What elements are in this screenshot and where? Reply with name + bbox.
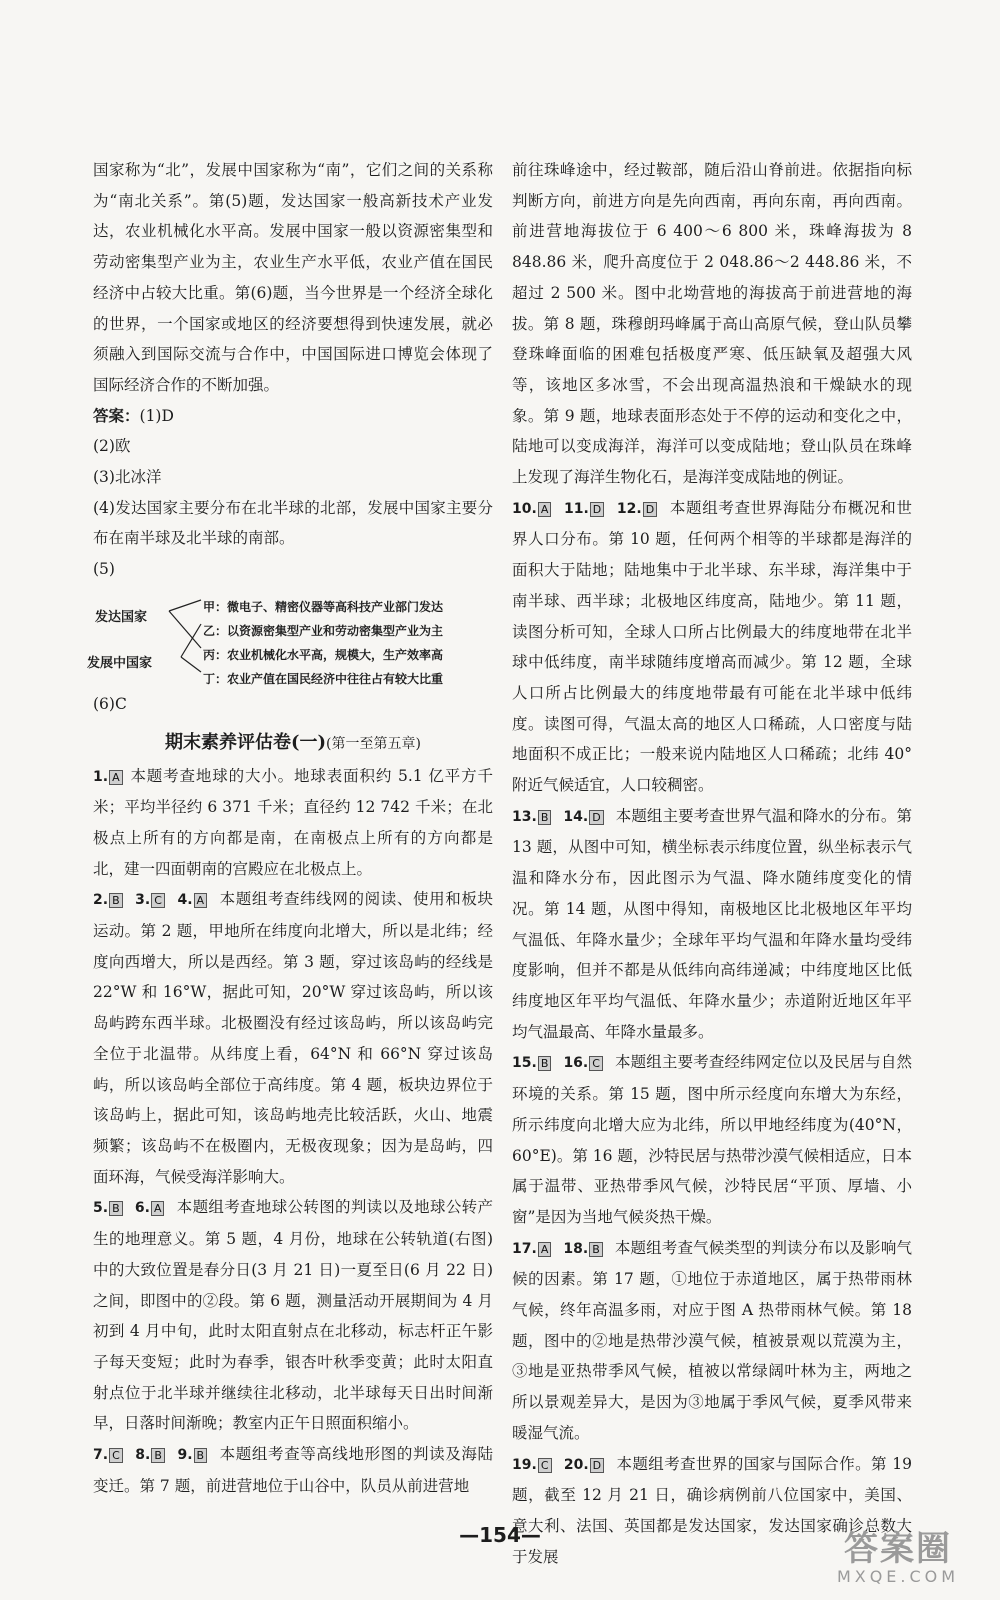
answer-tag: C xyxy=(151,893,165,908)
qnum: 12. xyxy=(616,500,642,517)
answer-tag: C xyxy=(109,1448,123,1463)
qnum: 10. xyxy=(512,500,537,517)
question-text: 本题组主要考查世界气温和降水的分布。第 13 题，从图中可知，横坐标表示纬度位置，纵坐标表示气温和降水分布，因此图示为气温、降水随纬度变化的情况。第 14 题，从图中得知，南极地区比北极地区年平均气温低、年降水量少；全球年平均气温和年降水量均受纬度影响，但并不都是从低纬向高纬递减；中纬度地区比低纬度地区年平均气温低、年降水量少；赤道附近地区年平均气温最高、年降水量最多。 xyxy=(512,806,912,1041)
qnum: 4. xyxy=(177,892,193,909)
qnum: 1. xyxy=(93,768,109,785)
qnum: 20. xyxy=(563,1456,589,1473)
answer-tag: C xyxy=(538,1458,552,1473)
answer-tag: D xyxy=(590,1458,604,1473)
answer-tag: B xyxy=(109,1201,123,1216)
diagram-item-bing: 丙：农业机械化水平高，规模大，生产效率高 xyxy=(203,647,444,662)
answer-tag: A xyxy=(109,770,123,785)
answer-5: (5) xyxy=(93,560,115,579)
qnum: 17. xyxy=(512,1240,537,1257)
answer-tag: B xyxy=(151,1448,165,1463)
qnum: 3. xyxy=(135,892,151,909)
question-text: 本题组考查气候类型的判读分布以及影响气候的因素。第 17 题，①地位于赤道地区，属于热带雨林气候，终年高温多雨，对应于图 A 热带雨林气候。第 18 题，图中的②地是热带沙漠气候，植被景观以荒漠为主，③地是亚热带季风气候，植被以常绿阔叶林为主，两地之所以景观差异大，是因为③地属于季风气候，夏季风带来暖湿气流。 xyxy=(512,1238,912,1442)
question-text: 本题考查地球的大小。地球表面积约 5.1 亿平方千米；平均半径约 6 371 千米；直径约 12 742 千米；在北极点上所有的方向都是南，在南极点上所有的方向都是北，建一四面朝南的宫殿应在北极点上。 xyxy=(93,766,493,878)
right-column xyxy=(512,155,912,1572)
connector-b4 xyxy=(181,657,201,672)
answer-1 xyxy=(93,401,493,432)
answer-tag: B xyxy=(194,1448,208,1463)
watermark-logo xyxy=(818,1530,978,1590)
page-number: —154— xyxy=(459,1523,541,1547)
answer-tag: D xyxy=(590,502,604,517)
answer-6: (6)C xyxy=(93,694,127,713)
answer-tag: A xyxy=(538,502,552,517)
answer-1-text: (1)D xyxy=(139,406,174,425)
qnum: 9. xyxy=(177,1447,193,1464)
connector-a1 xyxy=(169,600,201,611)
qnum: 6. xyxy=(134,1200,150,1217)
answer-tag: A xyxy=(194,893,208,908)
question-1 xyxy=(93,761,493,885)
answer-tag: D xyxy=(643,502,657,517)
question-15-16 xyxy=(512,1047,912,1232)
qnum: 5. xyxy=(93,1200,109,1217)
continued-paragraph: 前往珠峰途中，经过鞍部，随后沿山脊前进。依据指向标判断方向，前进方向是先向西南，再向东南，再向西南。前进营地海拔位于 6 400～6 800 米，珠峰海拔为 8 848.86 米，爬升高度位于 2 048.86～2 448.86 米，不超过 2 500 米。图中北坳营地的海拔高于前进营地的海拔。第 8 题，珠穆朗玛峰属于高山高原气候，登山队员攀登珠峰面临的困难包括极度严寒、低压缺氧及超强大风等，该地区多冰雪，不会出现高温热浪和干燥缺水的现象。第 9 题，地球表面形态处于不停的运动和变化之中，陆地可以变成海洋，海洋可以变成陆地；登山队员在珠峰上发现了海洋生物化石，是海洋变成陆地的例证。 xyxy=(512,161,912,487)
question-text: 本题组考查等高线地形图的判读及海陆变迁。第 7 题，前进营地位于山谷中，队员从前进营地 xyxy=(93,1445,493,1495)
watermark-bottom: MXQE.COM xyxy=(836,1567,960,1586)
section-subtitle: (第一至第五章) xyxy=(326,735,421,752)
answer-tag: A xyxy=(151,1201,165,1216)
answer-tag: D xyxy=(589,810,603,825)
answer-4: (4)发达国家主要分布在北半球的北部，发展中国家主要分布在南半球及北半球的南部。 xyxy=(93,498,493,548)
answer-label: 答案： xyxy=(93,405,140,425)
diagram-item-jia: 甲：微电子、精密仪器等高科技产业部门发达 xyxy=(203,599,444,614)
question-13-14 xyxy=(512,801,912,1048)
question-7-9 xyxy=(93,1439,493,1501)
question-text: 本题组主要考查经纬网定位以及民居与自然环境的关系。第 15 题，图中所示经度向东增大为东经，所示纬度向北增大应为北纬，所以甲地经纬度为(40°N，60°E)。第 16 题，沙特民居与热带沙漠气候相适应，日本属于温带、亚热带季风气候，沙特民居“平顶、厚墙、小窗”是因为当地气候炎热干燥。 xyxy=(512,1053,912,1226)
qnum: 14. xyxy=(563,808,589,825)
connector-a3 xyxy=(169,611,201,648)
answer-tag: B xyxy=(538,810,552,825)
answer-tag: C xyxy=(589,1056,603,1071)
country-diagram xyxy=(87,589,493,686)
answer-tag: B xyxy=(109,893,123,908)
qnum: 19. xyxy=(512,1456,537,1473)
section-title xyxy=(93,726,493,761)
answer-2: (2)欧 xyxy=(93,437,131,456)
question-text: 本题组考查世界的国家与国际合作。第 19 题，截至 12 月 21 日，确诊病例前八位国家中，美国、意大利、法国、英国都是发达国家，发达国家确诊总数大于发展 xyxy=(512,1454,912,1566)
question-text: 本题组考查世界海陆分布概况和世界人口分布。第 10 题，任何两个相等的半球都是海洋的面积大于陆地；陆地集中于北半球、东半球，海洋集中于南半球、西半球；北极地区纬度高，陆地少。第 11 题，读图分析可知，全球人口所占比例最大的纬度地带在北半球中低纬度，南半球随纬度增高而减少。第 12 题，全球人口所占比例最大的纬度地带最有可能在北半球中低纬度。读图可得，气温太高的地区人口稀疏，人口密度与陆地面积不成正比；一般来说内陆地区人口稀疏；北纬 40°附近气候适宜，人口较稠密。 xyxy=(512,498,912,795)
answer-tag: A xyxy=(538,1242,552,1257)
answer-tag: B xyxy=(538,1056,552,1071)
left-column xyxy=(87,155,493,1501)
qnum: 7. xyxy=(93,1447,109,1464)
watermark-top: 答案圈 xyxy=(844,1529,952,1569)
question-text: 本题组考查纬线网的阅读、使用和板块运动。第 2 题，甲地所在纬度向北增大，所以是北纬；经度向西增大，所以是西经。第 3 题，穿过该岛屿的经线是 22°W 和 16°W，据此可知，20°W 穿过该岛屿，所以该岛屿跨东西半球。北极圈没有经过该岛屿，所以该岛屿完全位于北温带。从纬度上看，64°N 和 66°N 穿过该岛屿，所以该岛屿全部位于高纬度。第 4 题，板块边界位于该岛屿上，据此可知，该岛屿地壳比较活跃，火山、地震频繁；该岛屿不在极圈内，无极夜现象；因为是岛屿，四面环海，气候受海洋影响大。 xyxy=(93,890,493,1186)
question-2-4 xyxy=(93,884,493,1192)
question-text: 本题组考查地球公转图的判读以及地球公转产生的地理意义。第 5 题，4 月份，地球在公转轨道(右图)中的大致位置是春分日(3 月 21 日)一夏至日(6 月 22 日)之间，即图中的②段。第 6 题，测量活动开展期间为 4 月初到 4 月中旬，此时太阳直射点在北移动，标志杆正午影子每天变短；此时为春季，银杏叶秋季变黄；此时太阳直射点位于北半球并继续往北移动，北半球每天日出时间渐早，日落时间渐晚；教室内正午日照面积缩小。 xyxy=(93,1198,493,1433)
question-10-12 xyxy=(512,493,912,801)
qnum: 18. xyxy=(563,1240,589,1257)
diagram-item-yi: 乙：以资源密集型产业和劳动密集型产业为主 xyxy=(203,623,444,638)
qnum: 15. xyxy=(512,1055,537,1072)
qnum: 16. xyxy=(563,1055,589,1072)
qnum: 8. xyxy=(135,1447,151,1464)
answer-3: (3)北冰洋 xyxy=(93,468,162,487)
qnum: 13. xyxy=(512,808,537,825)
qnum: 11. xyxy=(563,500,589,517)
question-5-6 xyxy=(93,1192,493,1439)
node-developing: 发展中国家 xyxy=(87,655,153,671)
diagram-item-ding: 丁：农业产值在国民经济中往往占有较大比重 xyxy=(203,671,444,686)
question-17-18 xyxy=(512,1233,912,1449)
qnum: 2. xyxy=(93,892,109,909)
intro-paragraph: 国家称为“北”，发展中国家称为“南”，它们之间的关系称为“南北关系”。第(5)题，发达国家一般高新技术产业发达，农业机械化水平高。发展中国家一般以资源密集型和劳动密集型产业为主，农业生产水平低，农业产值在国民经济中占较大比重。第(6)题，当今世界是一个经济全球化的世界，一个国家或地区的经济要想得到快速发展，就必须融入到国际交流与合作中，中国国际进口博览会体现了国际经济合作的不断加强。 xyxy=(93,161,493,394)
node-developed: 发达国家 xyxy=(95,609,148,625)
section-title-text: 期末素养评估卷(一) xyxy=(165,731,327,753)
answer-tag: B xyxy=(589,1242,603,1257)
